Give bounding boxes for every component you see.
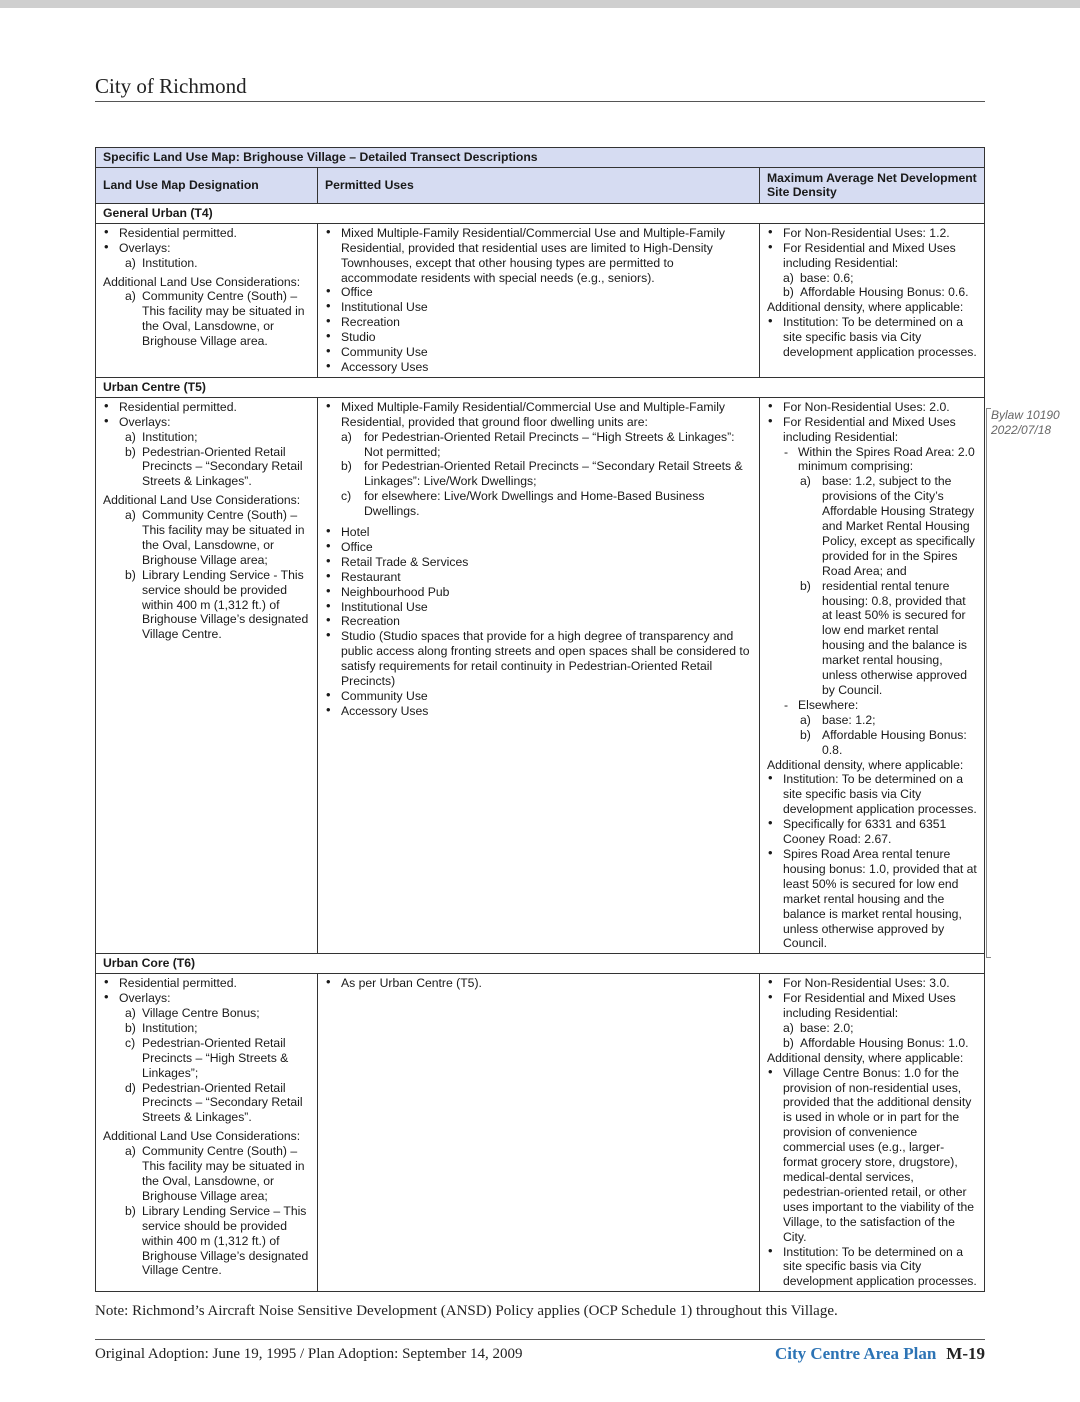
list-item: • For Non-Residential Uses: 1.2. <box>767 226 978 241</box>
page-header-title: City of Richmond <box>95 74 247 98</box>
list-item: b) Institution; <box>125 1020 198 1035</box>
list-item: a) Institution. <box>125 255 198 270</box>
transect-table <box>95 147 985 1292</box>
list-item: • Institution: To be determined on a site specific basis via City development application processes. <box>767 772 978 817</box>
list-item: • Studio (Studio spaces that provide for a high degree of transparency and public access along fronting streets and open spaces shall be considered to satisfy requirements for retail continuity in Pedestrian-Oriented Retail Precincts) <box>325 629 753 689</box>
list-item: b) Library Lending Service – This service should be provided within 400 m (1,312 ft.) of Brighouse Village’s designated Village Centre. <box>125 1203 309 1278</box>
considerations-heading: Additional Land Use Considerations: <box>103 493 301 508</box>
list-item: • Retail Trade & Services <box>325 555 753 570</box>
list-item: b) residential rental tenure housing: 0.8, provided that at least 50% is secured for low end market rental housing and the balance is market rental housing, unless otherwise approved by Council. <box>800 578 968 697</box>
list-item: • As per Urban Centre (T5). <box>325 976 753 991</box>
t4-density-cell <box>760 223 985 377</box>
list-item: • Overlays: <box>103 241 311 256</box>
list-item: a) base: 1.2, subject to the provisions of the City’s Affordable Housing Strategy and Market Rental Housing Policy, except as specifically provided for in the Spires Road Area; and <box>800 474 975 578</box>
t6-uses-cell <box>318 974 760 1292</box>
list-item: • Overlays: <box>103 991 311 1006</box>
additional-density-heading: Additional density, where applicable: <box>767 300 964 315</box>
list-item: • Institution: To be determined on a site specific basis via City development application processes. <box>767 315 978 360</box>
list-item: • For Non-Residential Uses: 2.0. <box>767 400 978 415</box>
t5-density-cell <box>760 397 985 954</box>
list-item: b) Library Lending Service - This service should be provided within 400 m (1,312 ft.) of Brighouse Village’s designated Village Centre. <box>125 567 309 642</box>
header-rule <box>95 101 985 102</box>
table-row-t4 <box>96 223 985 377</box>
plan-name: City Centre Area Plan <box>774 1344 937 1363</box>
list-item: d) Pedestrian-Oriented Retail Precincts – “Secondary Retail Streets & Linkages”. <box>125 1080 303 1125</box>
list-item: - Elsewhere: a) base: 1.2; b) Affordable Housing Bonus: 0.8. <box>783 698 978 758</box>
t6-density-cell <box>760 974 985 1292</box>
list-item: • Village Centre Bonus: 1.0 for the provision of non-residential uses, provided that the additional density is used in whole or in part for the provision of convenience commercial uses (e.g., larger-format grocery store, drugstore), medical-dental services, pedestrian-oriented retail, or other uses important to the viability of the Village, to the satisfaction of the City. <box>767 1066 978 1245</box>
additional-density-heading: Additional density, where applicable: <box>767 1050 964 1065</box>
list-item: • Spires Road Area rental tenure housing bonus: 1.0, provided that at least 50% is secured for low end market rental housing and the balance is market rental housing, unless otherwise approved by Council. <box>767 847 978 951</box>
list-item: • Community Use <box>325 345 753 360</box>
list-item: • Restaurant <box>325 570 753 585</box>
list-item: - Within the Spires Road Area: 2.0 minimum comprising: a) base: 1.2, subject to the provisions of the City’s Affordable Housing Strategy and Market Rental Housing Policy, except as specifically provided for in the Spires Road Area; and b) residential rental tenure housing: 0.8, provided that at least 50% is secured for low end market rental housing and the balance is market rental housing, unless otherwise approved by Council. <box>783 445 978 698</box>
bylaw-amendment-bracket <box>986 408 991 958</box>
list-item: • Community Use <box>325 689 753 704</box>
column-header-density: Maximum Average Net Development Site Density <box>760 167 985 203</box>
column-header-permitted-uses: Permitted Uses <box>318 167 760 203</box>
list-item: b) for Pedestrian-Oriented Retail Precincts – “Secondary Retail Streets & Linkages”: Live/Work Dwellings; <box>341 459 743 489</box>
list-item: b) Affordable Housing Bonus: 0.6. <box>783 285 969 300</box>
list-item: • Institutional Use <box>325 300 753 315</box>
considerations-heading: Additional Land Use Considerations: <box>103 274 301 289</box>
list-item: • Accessory Uses <box>325 360 753 375</box>
list-item: b) Pedestrian-Oriented Retail Precincts – “Secondary Retail Streets & Linkages”. <box>125 444 303 489</box>
list-item: a) Community Centre (South) – This facility may be situated in the Oval, Lansdowne, or Brighouse Village area; <box>125 508 305 567</box>
list-item: • Studio <box>325 330 753 345</box>
adoption-dates: Original Adoption: June 19, 1995 / Plan Adoption: September 14, 2009 <box>95 1346 523 1362</box>
list-item: • For Residential and Mixed Uses including Residential: <box>767 991 978 1021</box>
list-item: a) base: 1.2; <box>800 712 876 727</box>
table-title: Specific Land Use Map: Brighouse Village – Detailed Transect Descriptions <box>96 148 985 168</box>
t4-designation-cell <box>96 223 318 377</box>
list-item: • For Residential and Mixed Uses including Residential: <box>767 241 978 271</box>
list-item: • Office <box>325 540 753 555</box>
list-item: b) Affordable Housing Bonus: 0.8. <box>800 727 967 757</box>
list-item: • For Non-Residential Uses: 3.0. <box>767 976 978 991</box>
list-item: a) Institution; <box>125 429 198 444</box>
footer-rule <box>95 1339 985 1340</box>
page-number: M-19 <box>946 1344 985 1363</box>
t6-designation-cell <box>96 974 318 1292</box>
list-item: b) Affordable Housing Bonus: 1.0. <box>783 1035 969 1050</box>
list-item: a) Community Centre (South) – This facility may be situated in the Oval, Lansdowne, or Brighouse Village area; <box>125 1144 305 1203</box>
list-item: a) Village Centre Bonus; <box>125 1006 260 1021</box>
list-item: • For Residential and Mixed Uses including Residential: <box>767 415 978 445</box>
section-heading-t6: Urban Core (T6) <box>96 954 985 974</box>
table-row-t6 <box>96 974 985 1292</box>
list-item: • Specifically for 6331 and 6351 Cooney Road: 2.67. <box>767 817 978 847</box>
t4-uses-cell <box>318 223 760 377</box>
footer-plan-page <box>775 1344 985 1364</box>
bylaw-amendment-note: Bylaw 10190 2022/07/18 <box>991 408 1060 437</box>
list-item: • Recreation <box>325 614 753 629</box>
column-header-designation: Land Use Map Designation <box>96 167 318 203</box>
list-item: a) for Pedestrian-Oriented Retail Precincts – “High Streets & Linkages”: Not permitted; <box>341 429 735 459</box>
t5-uses-cell <box>318 397 760 954</box>
list-item: • Institutional Use <box>325 600 753 615</box>
list-item: • Office <box>325 285 753 300</box>
list-item: • Mixed Multiple-Family Residential/Commercial Use and Multiple-Family Residential, provided that ground floor dwelling units are: a) for Pedestrian-Oriented Retail Precincts – “High Streets & Linkages”: Not permitted; b) for Pedestrian-Oriented Retail Precincts – “Secondary Retail Streets & Linkages”: Live/Work Dwellings; c) for elsewhere: Live/Work Dwellings and Home-Based Business Dwellings. <box>325 400 753 519</box>
list-item: • Institution: To be determined on a site specific basis via City development application processes. <box>767 1245 978 1290</box>
list-item: • Mixed Multiple-Family Residential/Commercial Use and Multiple-Family Residential, provided that residential uses are limited to High-Density Townhouses, except that other housing types are permitted to accommodate residents with special needs (e.g., seniors). <box>325 226 753 286</box>
list-item: • Neighbourhood Pub <box>325 585 753 600</box>
section-heading-t4: General Urban (T4) <box>96 203 985 223</box>
top-bar <box>0 0 1080 8</box>
ansd-policy-note: Note: Richmond’s Aircraft Noise Sensitive Development (ANSD) Policy applies (OCP Schedule 1) throughout this Village. <box>95 1303 838 1319</box>
table-row-t5 <box>96 397 985 954</box>
list-item: a) Community Centre (South) – This facility may be situated in the Oval, Lansdowne, or Brighouse Village area. <box>125 289 305 349</box>
list-item: • Residential permitted. <box>103 976 311 991</box>
list-item: • Overlays: <box>103 415 311 430</box>
additional-density-heading: Additional density, where applicable: <box>767 757 964 772</box>
section-heading-t5: Urban Centre (T5) <box>96 377 985 397</box>
list-item: a) base: 0.6; <box>783 270 854 285</box>
list-item: • Accessory Uses <box>325 704 753 719</box>
list-item: a) base: 2.0; <box>783 1020 854 1035</box>
considerations-heading: Additional Land Use Considerations: <box>103 1129 301 1144</box>
list-item: • Residential permitted. <box>103 400 311 415</box>
list-item: • Recreation <box>325 315 753 330</box>
list-item: c) Pedestrian-Oriented Retail Precincts – “High Streets & Linkages”; <box>125 1035 289 1080</box>
list-item: • Hotel <box>325 525 753 540</box>
list-item: c) for elsewhere: Live/Work Dwellings and Home-Based Business Dwellings. <box>341 489 705 519</box>
list-item: • Residential permitted. <box>103 226 311 241</box>
t5-designation-cell <box>96 397 318 954</box>
